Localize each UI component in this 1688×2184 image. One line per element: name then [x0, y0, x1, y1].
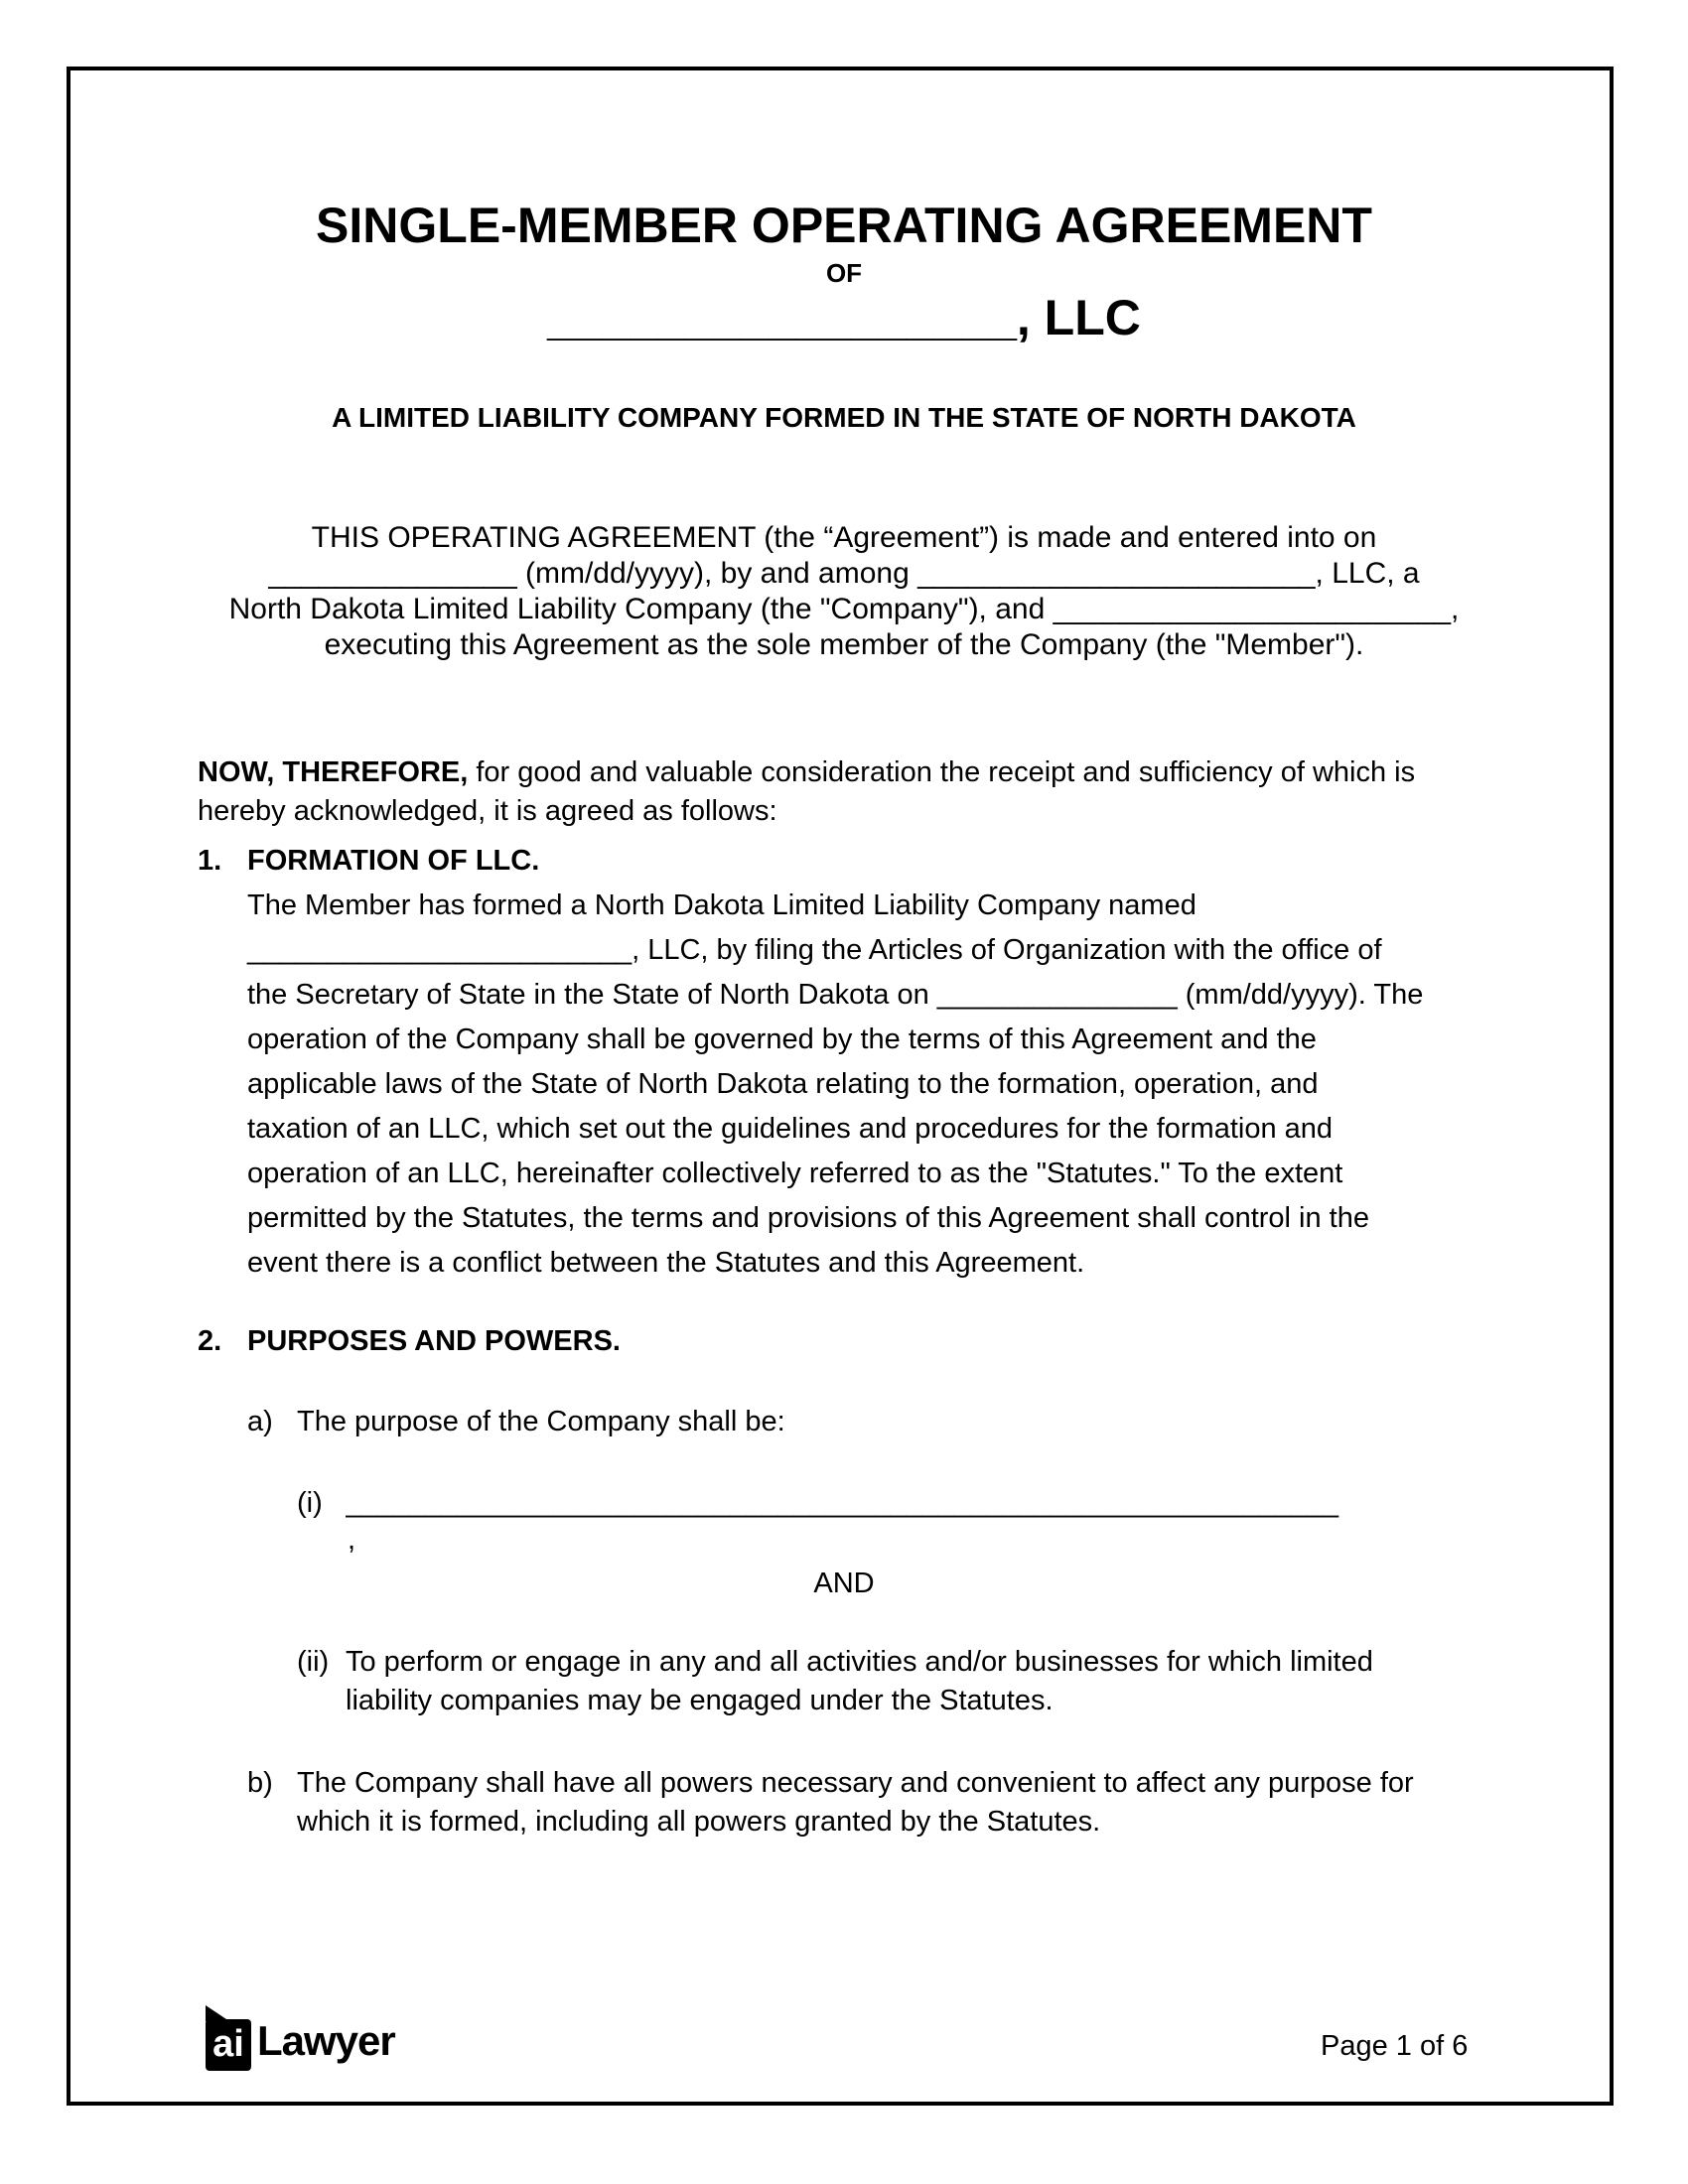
item-b-line-1: The Company shall have all powers necessary and convenient to affect any purpose for — [297, 1767, 1414, 1799]
item-b-label: b) — [247, 1767, 273, 1799]
document-subtitle: A LIMITED LIABILITY COMPANY FORMED IN THE STATE OF NORTH DAKOTA — [332, 402, 1356, 433]
section-1-line: operation of an LLC, hereinafter collectively referred to as the "Statutes." To the extent — [247, 1158, 1343, 1189]
section-1-line: the Secretary of State in the State of North Dakota on _______________ (mm/dd/yyyy). The — [247, 979, 1424, 1011]
section-2-number: 2. — [198, 1325, 222, 1357]
company-name-line: _________________, LLC — [547, 290, 1141, 345]
purpose-blank-line: ______________________________________________________________ — [346, 1487, 1338, 1519]
section-1-heading: FORMATION OF LLC. — [247, 845, 540, 877]
intro-line-2: _______________ (mm/dd/yyyy), by and among ________________________, LLC, a — [268, 557, 1420, 590]
section-1-line: operation of the Company shall be governed by the terms of this Agreement and the — [247, 1024, 1317, 1055]
item-i-comma: , — [348, 1524, 356, 1556]
now-therefore-bold: NOW, THEREFORE, — [198, 756, 469, 788]
section-1-line: applicable laws of the State of North Dakota relating to the formation, operation, and — [247, 1068, 1319, 1100]
now-therefore-line-2: hereby acknowledged, it is agreed as follows: — [198, 795, 777, 827]
section-1-line: ________________________, LLC, by filing the Articles of Organization with the office of — [247, 934, 1382, 966]
section-1-line: taxation of an LLC, which set out the guidelines and procedures for the formation and — [247, 1113, 1334, 1145]
logo-mark-text: ai — [212, 2023, 244, 2065]
intro-line-1: THIS OPERATING AGREEMENT (the “Agreement”) is made and entered into on — [311, 521, 1377, 554]
document-title: SINGLE-MEMBER OPERATING AGREEMENT — [316, 198, 1372, 253]
intro-line-3: North Dakota Limited Liability Company (the "Company"), and ________________________, — [228, 593, 1460, 625]
item-i-label: (i) — [297, 1487, 323, 1519]
section-1-line: The Member has formed a North Dakota Limited Liability Company named — [247, 889, 1196, 921]
item-a-text: The purpose of the Company shall be: — [297, 1406, 785, 1437]
item-b-line-2: which it is formed, including all powers granted by the Statutes. — [297, 1806, 1101, 1838]
of-label: OF — [825, 258, 863, 288]
item-ii-line-1: To perform or engage in any and all activities and/or businesses for which limited — [346, 1646, 1373, 1678]
and-separator: AND — [813, 1568, 875, 1599]
item-ii-label: (ii) — [297, 1646, 330, 1678]
section-1-line: event there is a conflict between the Statutes and this Agreement. — [247, 1247, 1085, 1279]
item-ii-line-2: liability companies may be engaged under the Statutes. — [346, 1685, 1054, 1716]
section-1-line: permitted by the Statutes, the terms and provisions of this Agreement shall control in the — [247, 1202, 1369, 1234]
section-2-heading: PURPOSES AND POWERS. — [247, 1325, 621, 1357]
page-number: Page 1 of 6 — [1321, 2030, 1469, 2062]
item-a-label: a) — [247, 1406, 273, 1437]
section-1-number: 1. — [198, 845, 222, 877]
now-therefore-line-1 — [198, 756, 1415, 789]
intro-line-4: executing this Agreement as the sole member of the Company (the "Member"). — [324, 628, 1364, 661]
now-therefore-rest: for good and valuable consideration the receipt and sufficiency of which is — [468, 756, 1416, 788]
logo-wordmark: Lawyer — [257, 2017, 395, 2064]
